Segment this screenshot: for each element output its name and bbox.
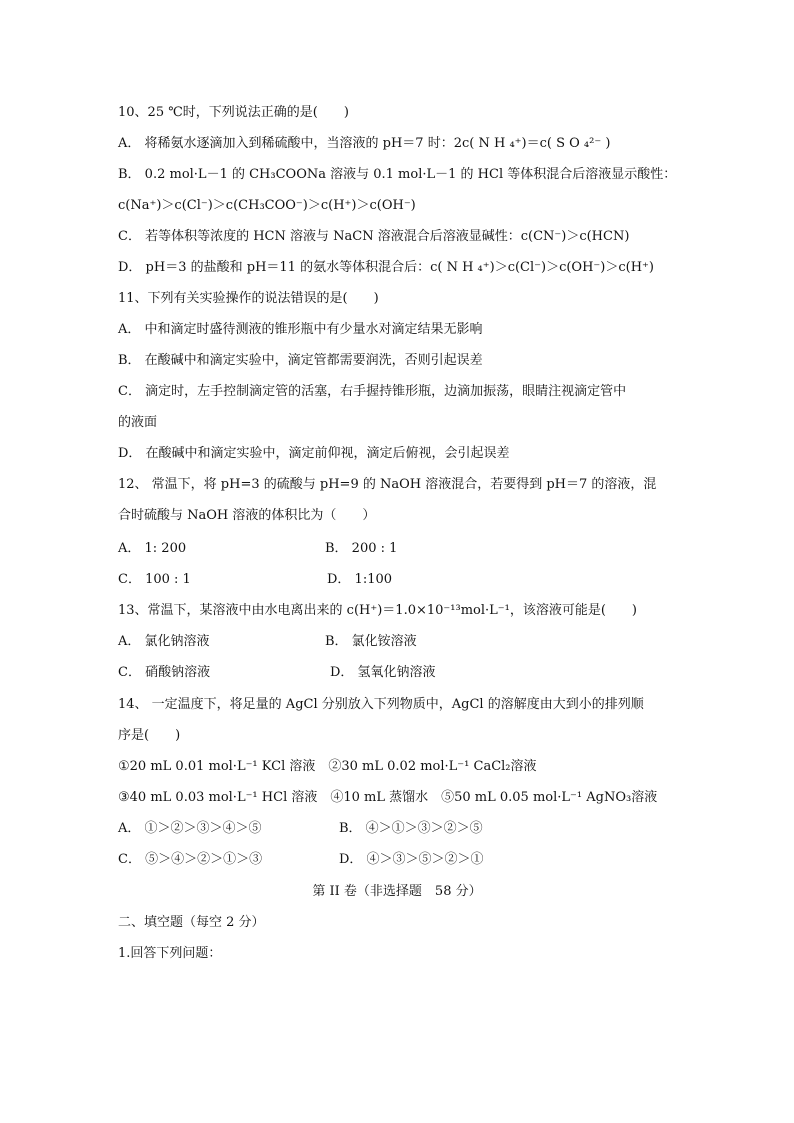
q14-option-d: D． ④＞③＞⑤＞②＞①	[339, 852, 484, 867]
q10-stem: 10、25 ℃时，下列说法正确的是( )	[118, 105, 349, 120]
q14-option-a: A． ①＞②＞③＞④＞⑤	[118, 821, 262, 836]
q14-option-c: C． ⑤＞④＞②＞①＞③	[118, 852, 263, 867]
q14-stem-line1: 14、 一定温度下，将足量的 AgCl 分别放入下列物质中，AgCl 的溶解度由大到小的排列顺	[118, 697, 644, 712]
q12-option-b: B． 200 : 1	[325, 541, 398, 556]
q10-option-c: C． 若等体积等浓度的 HCN 溶液与 NaCN 溶液混合后溶液显碱性：c(CN⁻)＞c(HCN)	[118, 229, 630, 244]
part2-heading: 二、填空题（每空 2 分）	[118, 915, 265, 930]
q11-option-a: A． 中和滴定时盛待测液的锥形瓶中有少量水对滴定结果无影响	[118, 322, 483, 337]
q11-option-b: B． 在酸碱中和滴定实验中，滴定管都需要润洗，否则引起误差	[118, 353, 483, 368]
q13-option-b: B． 氯化铵溶液	[325, 634, 417, 649]
q13-option-a: A． 氯化钠溶液	[118, 634, 210, 649]
part2-question-1: 1.回答下列问题：	[118, 946, 222, 961]
q13-option-d: D． 氢氧化钠溶液	[330, 665, 436, 680]
q11-option-d: D． 在酸碱中和滴定实验中，滴定前仰视，滴定后俯视，会引起误差	[118, 446, 510, 461]
q11-option-c-line2: 的液面	[118, 415, 158, 430]
q11-stem: 11、下列有关实验操作的说法错误的是( )	[118, 291, 379, 306]
q13-option-c: C． 硝酸钠溶液	[118, 665, 211, 680]
section-ii-title: 第 II 卷（非选择题 58 分）	[312, 884, 482, 899]
q12-option-d: D． 1:100	[327, 572, 393, 587]
q10-option-b-line2: c(Na⁺)＞c(Cl⁻)＞c(CH₃COO⁻)＞c(H⁺)＞c(OH⁻)	[118, 198, 416, 213]
q14-items-line1: ①20 mL 0.01 mol·L⁻¹ KCl 溶液 ②30 mL 0.02 mol·L⁻¹ CaCl₂溶液	[118, 759, 537, 774]
q12-option-c: C． 100 : 1	[118, 572, 191, 587]
q13-stem: 13、常温下，某溶液中由水电离出来的 c(H⁺)＝1.0×10⁻¹³mol·L⁻¹，该溶液可能是( )	[118, 603, 637, 618]
q12-stem-line1: 12、 常温下，将 pH=3 的硫酸与 pH=9 的 NaOH 溶液混合，若要得到 pH＝7 的溶液，混	[118, 477, 657, 492]
q10-option-a: A． 将稀氨水逐滴加入到稀硫酸中，当溶液的 pH＝7 时：2c( N H ₄⁺)＝c( S O ₄²⁻ )	[118, 136, 611, 151]
q10-option-b-line1: B． 0.2 mol·L－1 的 CH₃COONa 溶液与 0.1 mol·L－1 的 HCl 等体积混合后溶液显示酸性：	[118, 167, 677, 182]
q14-option-b: B． ④＞①＞③＞②＞⑤	[339, 821, 483, 836]
q12-option-a: A． 1: 200	[118, 541, 187, 556]
q10-option-d: D． pH＝3 的盐酸和 pH＝11 的氨水等体积混合后：c( N H ₄⁺)＞c(Cl⁻)＞c(OH⁻)＞c(H⁺)	[118, 260, 654, 275]
q14-stem-line2: 序是( )	[118, 728, 181, 743]
q11-option-c-line1: C． 滴定时，左手控制滴定管的活塞，右手握持锥形瓶，边滴加振荡，眼睛注视滴定管中	[118, 384, 627, 399]
q12-stem-line2: 合时硫酸与 NaOH 溶液的体积比为（ ）	[118, 508, 376, 523]
q14-items-line2: ③40 mL 0.03 mol·L⁻¹ HCl 溶液 ④10 mL 蒸馏水 ⑤50 mL 0.05 mol·L⁻¹ AgNO₃溶液	[118, 790, 658, 805]
